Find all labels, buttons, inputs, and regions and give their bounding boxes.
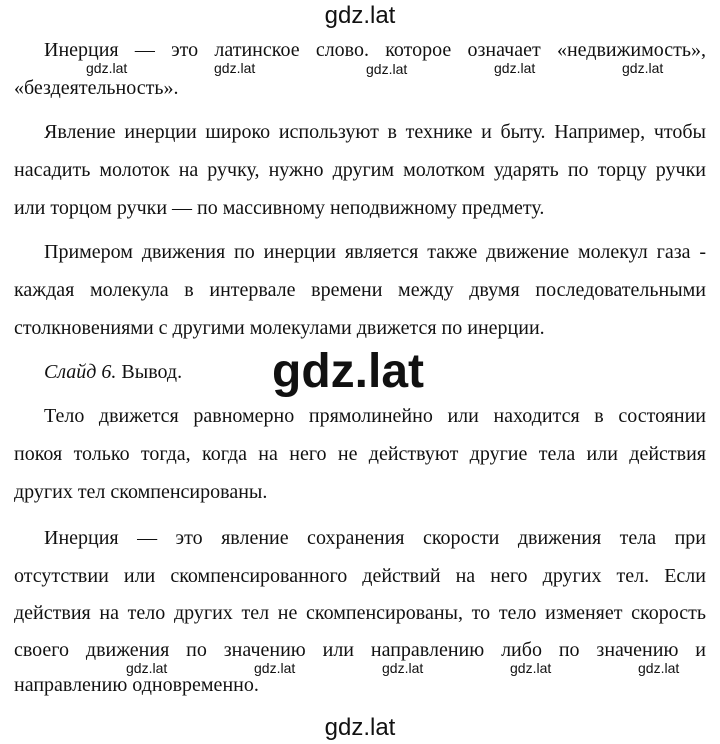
paragraph-4-line-2: покоя только тогда, когда на него не действуют другие тела или действия	[14, 443, 706, 465]
paragraph-5-line-3: действия на тело других тел не скомпенсированы, то тело изменяет скорость	[14, 602, 706, 624]
paragraph-1-line-1: Инерция — это латинское слово. которое означает «недвижимость»,	[44, 39, 706, 61]
paragraph-2-line-3: или торцом ручки — по массивному неподвижному предмету.	[14, 197, 545, 219]
watermark-small: gdz.lat	[622, 60, 664, 76]
paragraph-4-line-1: Тело движется равномерно прямолинейно или находится в состоянии	[44, 405, 706, 427]
watermark-small: gdz.lat	[638, 660, 680, 676]
slide-title: Вывод.	[121, 361, 183, 383]
watermark-bottom: gdz.lat	[324, 714, 396, 741]
slide-label: Слайд 6.	[44, 361, 117, 383]
paragraph-5-line-5: направлению одновременно.	[14, 674, 259, 696]
watermark-small: gdz.lat	[214, 60, 256, 76]
paragraph-3-line-1: Примером движения по инерции является также движение молекул газа -	[44, 241, 706, 263]
watermark-small: gdz.lat	[382, 660, 424, 676]
watermark-small: gdz.lat	[86, 60, 128, 76]
watermark-small: gdz.lat	[366, 61, 408, 77]
watermark-small: gdz.lat	[126, 660, 168, 676]
watermark-small: gdz.lat	[254, 660, 296, 676]
paragraph-5-line-4: своего движения по значению или направлению либо по значению и	[14, 639, 706, 661]
watermark-large: gdz.lat	[272, 345, 424, 398]
paragraph-3-line-3: столкновениями с другими молекулами движется по инерции.	[14, 317, 545, 339]
watermark-small: gdz.lat	[494, 60, 536, 76]
paragraph-1-line-2: «бездеятельность».	[14, 77, 179, 99]
paragraph-3-line-2: каждая молекула в интервале времени между двумя последовательными	[14, 279, 706, 301]
slide-heading	[44, 360, 182, 384]
paragraph-5-line-2: отсутствии или скомпенсированного действий на него других тел. Если	[14, 565, 706, 587]
watermark-small: gdz.lat	[510, 660, 552, 676]
paragraph-2-line-2: насадить молоток на ручку, нужно другим молотком ударять по торцу ручки	[14, 159, 706, 181]
paragraph-2-line-1: Явление инерции широко используют в технике и быту. Например, чтобы	[44, 121, 706, 143]
paragraph-4-line-3: других тел скомпенсированы.	[14, 481, 268, 503]
paragraph-5-line-1: Инерция — это явление сохранения скорости движения тела при	[44, 527, 706, 549]
watermark-top: gdz.lat	[324, 2, 396, 29]
